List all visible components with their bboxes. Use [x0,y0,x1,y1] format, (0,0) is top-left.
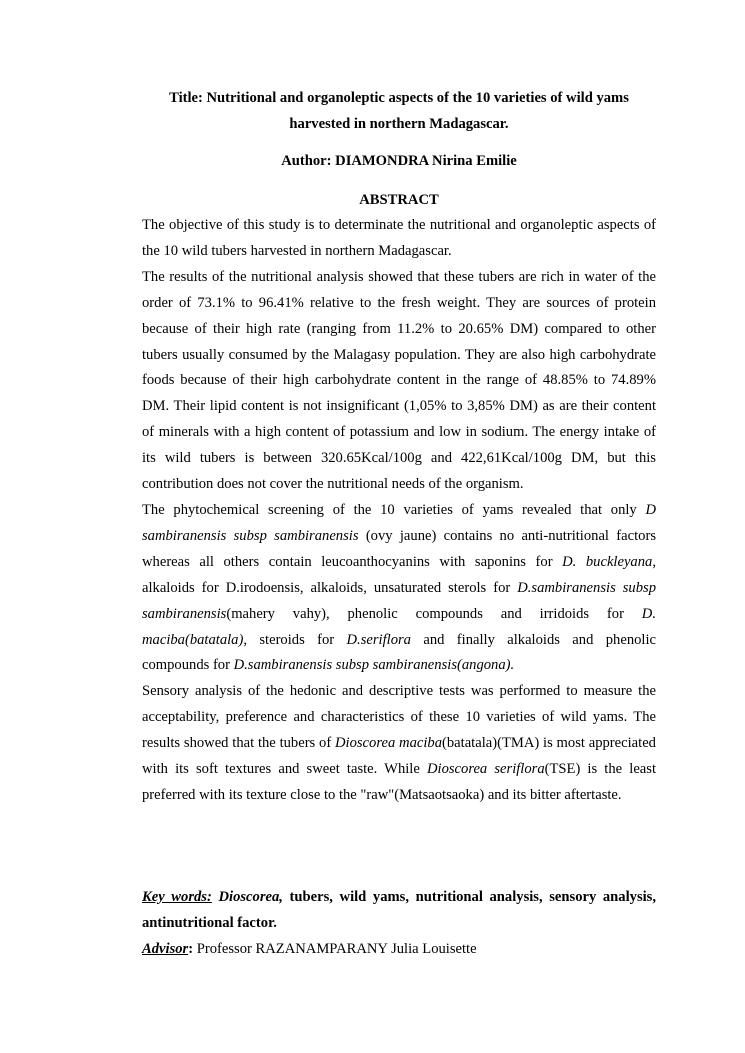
text-span: Sensory analysis of the hedonic and descriptive tests was performed to measure the acceptability, preference and characteristics of these 10 varieties of wild yams. The results showed that the tubers of [142,683,656,752]
keywords-italic: Dioscorea, [218,889,283,905]
keywords [142,885,656,937]
text-span: , steroids for [243,631,347,648]
species-name: D.sambiranensis subsp sambiranensis(angona). [233,657,515,674]
paragraph-sensory [142,679,656,809]
text-span: , alkaloids for D.irodoensis, alkaloids, unsaturated sterols for [142,553,656,596]
text-span: (mahery vahy), phenolic compounds and irridoids for [226,605,642,622]
text-span: (ovy jaune) contains no anti-nutritional factors whereas all others contain leucoanthocyanins with saponins for [142,527,656,570]
author-line: Author: DIAMONDRA Nirina Emilie [281,153,517,169]
abstract-body [142,213,656,809]
paragraph-phytochemical [142,498,656,679]
abstract-heading: ABSTRACT [359,192,439,208]
text-span: and finally alkaloids and phenolic compounds for [142,631,656,674]
species-name: D.sambiranensis subsp sambiranensis [142,579,656,622]
species-name: D. buckleyana [562,553,653,570]
text-span: (batatala)(TMA) is most appreciated with its soft textures and sweet taste. While [142,735,656,778]
species-name: D.seriflora [346,631,411,648]
paragraph-nutritional: The results of the nutritional analysis showed that these tubers are rich in water of the order of 73.1% to 96.41% relative to the fresh weight. They are sources of protein because of their high rate (ranging from 11.2% to 20.65% DM) compared to other tubers usually consumed by the Malagasy population. They are also high carbohydrate foods because of their high carbohydrate content in the range of 48.85% to 74.89% DM. Their lipid content is not insignificant (1,05% to 3,85% DM) as are their content of minerals with a high content of potassium and low in sodium. The energy intake of its wild tubers is between 320.65Kcal/100g and 422,61Kcal/100g DM, but this contribution does not cover the nutritional needs of the organism. [142,268,656,493]
advisor-name: Professor RAZANAMPARANY Julia Louisette [193,941,477,957]
paragraph-objective: The objective of this study is to determinate the nutritional and organoleptic aspects of the 10 wild tubers harvested in northern Madagascar. [142,217,656,259]
title-line-2: harvested in northern Madagascar. [289,115,509,132]
advisor-colon: : [188,941,194,957]
paper-title [142,86,656,137]
species-name: D. maciba(batatala) [142,605,656,648]
advisor-line [142,937,656,963]
species-name: D sambiranensis subsp sambiranensis [142,501,656,544]
keywords-label: Key words: [142,889,212,905]
text-span: The phytochemical screening of the 10 varieties of yams revealed that only [142,501,646,518]
species-name: Dioscorea seriflora [426,761,545,778]
title-line-1: Title: Nutritional and organoleptic aspects of the 10 varieties of wild yams [169,90,629,106]
advisor-label: Advisor [142,941,189,957]
text-span: (TSE) is the least preferred with its texture close to the "raw"(Matsaotsaoka) and its bitter aftertaste. [142,761,657,803]
keywords-list: tubers, wild yams, nutritional analysis, sensory analysis, antinutritional factor. [142,889,657,931]
species-name: Dioscorea maciba [334,735,442,752]
